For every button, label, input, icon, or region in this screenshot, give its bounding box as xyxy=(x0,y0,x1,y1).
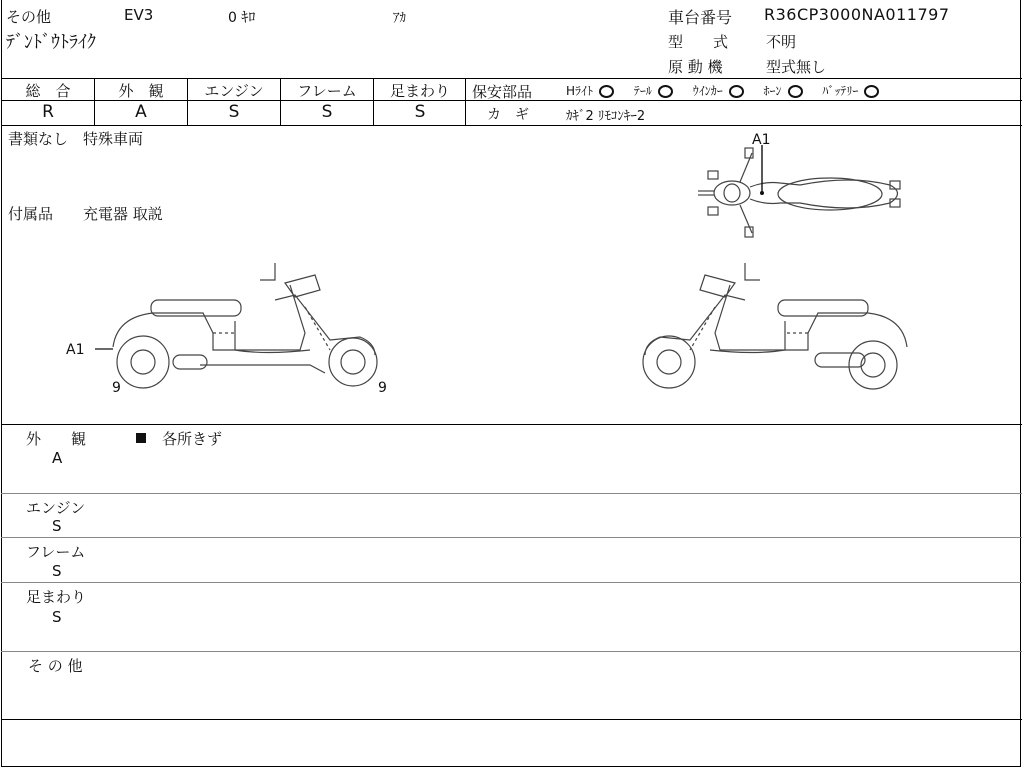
top-view-marker: A1 xyxy=(752,132,771,148)
ok-circle-icon xyxy=(599,85,614,98)
ok-circle-icon xyxy=(658,85,673,98)
rear-wheel-mark: 9 xyxy=(112,380,121,396)
frame-section-label: フレーム xyxy=(26,543,86,561)
exterior-section-grade: A xyxy=(52,449,63,467)
detail-divider-3 xyxy=(1,582,1022,583)
exterior-label: 外 観 xyxy=(118,82,164,100)
suspension-section-label: 足まわり xyxy=(26,588,87,606)
frame-grade: S xyxy=(321,102,333,122)
exterior-section-note: 各所きず xyxy=(136,428,222,449)
documents-note: 書類なし 特殊車両 xyxy=(8,130,144,148)
frame-grade-label: フレーム xyxy=(297,82,357,100)
grade-table-bottom xyxy=(1,125,1022,126)
frame-section-grade: S xyxy=(52,562,62,580)
grade-divider-1 xyxy=(94,78,95,125)
frame-no-label: 車台番号 xyxy=(668,8,733,27)
category-text: その他 xyxy=(6,8,52,26)
engine-type-value: 型式無し xyxy=(766,58,827,76)
mileage-text: 0 ｷﾛ xyxy=(228,10,256,26)
detail-section-bottom xyxy=(1,719,1022,720)
bullet-square-icon xyxy=(136,433,146,443)
detail-divider-4 xyxy=(1,651,1022,652)
grade-divider-5 xyxy=(465,78,466,125)
ok-circle-icon xyxy=(729,85,744,98)
side-view-marker: A1 xyxy=(66,342,85,358)
engine-grade-label: エンジン xyxy=(204,82,264,100)
key-value: ｶｷﾞ2 ﾘﾓｺﾝｷｰ2 xyxy=(566,109,646,124)
other-section-label: そ の 他 xyxy=(28,657,83,675)
detail-section-top xyxy=(1,424,1022,425)
grade-table-top xyxy=(1,78,1022,79)
accessories-note: 付属品 充電器 取説 xyxy=(8,205,163,223)
type-value: 不明 xyxy=(766,33,797,51)
engine-section-grade: S xyxy=(52,517,62,535)
vehicle-name: ﾃﾞﾝﾄﾞｳﾄﾗｲｸ xyxy=(6,32,96,53)
grade-divider-3 xyxy=(280,78,281,125)
type-label: 型 式 xyxy=(668,33,729,51)
suspension-grade: S xyxy=(414,102,426,122)
detail-divider-1 xyxy=(1,493,1022,494)
safety-mid-line xyxy=(466,100,1022,101)
key-label: カ ギ xyxy=(487,107,529,123)
model-text: EV3 xyxy=(124,6,154,24)
suspension-grade-label: 足まわり xyxy=(389,82,450,100)
safety-item-horn: ﾎｰﾝ xyxy=(764,82,803,99)
scooter-top-view xyxy=(690,145,920,240)
grade-divider-4 xyxy=(373,78,374,125)
exterior-section-label: 外 観 xyxy=(26,430,87,448)
engine-grade: S xyxy=(228,102,240,122)
safety-item-battery: ﾊﾞｯﾃﾘｰ xyxy=(822,82,879,99)
frame-no-value: R36CP3000NA011797 xyxy=(764,5,950,24)
scooter-left-view xyxy=(95,255,390,390)
grade-divider-2 xyxy=(187,78,188,125)
safety-items xyxy=(566,82,879,99)
ok-circle-icon xyxy=(788,85,803,98)
detail-divider-2 xyxy=(1,537,1022,538)
overall-label: 総 合 xyxy=(25,82,71,100)
safety-label: 保安部品 xyxy=(472,83,533,101)
color-text: ｱｶ xyxy=(393,11,406,26)
scooter-right-view xyxy=(630,255,925,390)
front-wheel-mark: 9 xyxy=(378,380,387,396)
suspension-section-grade: S xyxy=(52,608,62,626)
safety-item-headlight: Hﾗｲﾄ xyxy=(566,82,614,99)
overall-grade: R xyxy=(42,102,54,122)
safety-item-winker: ｳｲﾝｶｰ xyxy=(693,82,744,99)
ok-circle-icon xyxy=(864,85,879,98)
engine-section-label: エンジン xyxy=(26,499,86,517)
safety-item-tail: ﾃｰﾙ xyxy=(634,82,673,99)
exterior-grade: A xyxy=(135,102,147,122)
engine-label: 原 動 機 xyxy=(668,58,723,76)
